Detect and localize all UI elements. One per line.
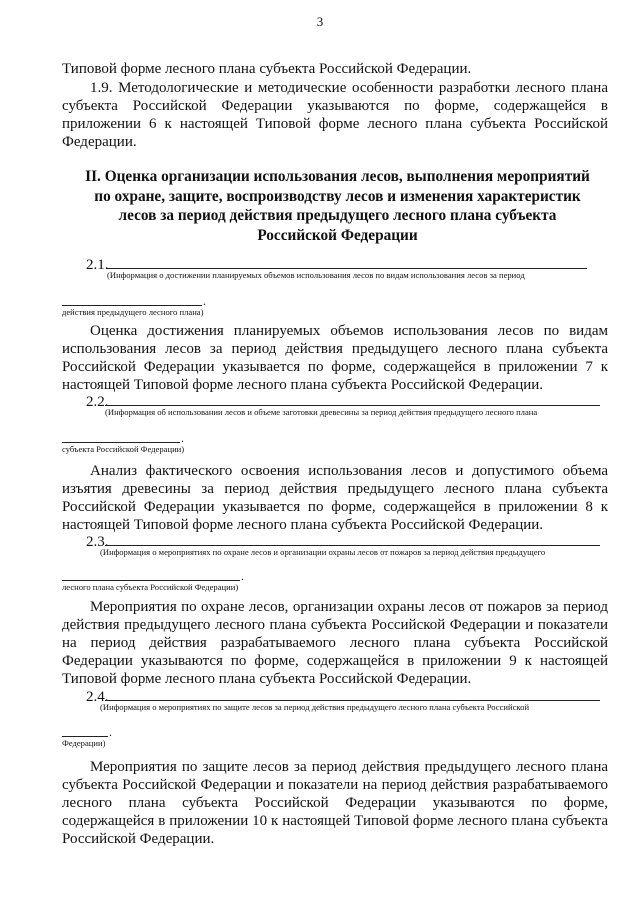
field-caption: Федерации) (62, 738, 106, 748)
item-text-2-4: Мероприятия по защите лесов за период действия предыдущего лесного плана субъекта Российской Федерации и показатели на период действия разрабатываемого лесного плана субъекта Российской Федерации указываются по форме, содержащейся в приложении 10 к настоящей Типовой форме лесного плана субъекта Российской Федерации. (62, 759, 608, 847)
fill-line (62, 442, 180, 443)
page-number: 3 (316, 14, 324, 29)
fill-line (105, 545, 600, 546)
field-caption: (Информация о мероприятиях по охране лесов и организации охраны лесов от пожаров за период действия предыдущего (100, 547, 546, 557)
paragraph-1-9: 1.9. Методологические и методические особенности разработки лесного плана субъекта Российской Федерации указываются по форме, содержащейся в приложении 6 к настоящей Типовой форме лесного плана субъекта Российской Федерации. (62, 80, 608, 150)
fill-line (62, 736, 108, 737)
fill-line (105, 700, 600, 701)
period-mark: . (241, 569, 244, 583)
period-mark: . (181, 431, 184, 445)
field-caption: (Информация об использовании лесов и объеме заготовки древесины за период действия предыдущего лесного плана (105, 407, 538, 417)
item-number-2-1: 2.1. (86, 257, 109, 273)
item-number-2-4: 2.4. (86, 689, 109, 705)
intro-continuation: Типовой форме лесного плана субъекта Российской Федерации. (62, 61, 472, 77)
fill-line (62, 580, 240, 581)
period-mark: . (109, 725, 112, 739)
item-number-2-3: 2.3. (86, 534, 109, 550)
item-number-2-2: 2.2. (86, 394, 109, 410)
field-caption: субъекта Российской Федерации) (62, 444, 185, 454)
field-caption: действия предыдущего лесного плана) (62, 307, 204, 317)
period-mark: . (203, 294, 206, 308)
item-text-2-2: Анализ фактического освоения использования лесов и допустимого объема изъятия древесины за период действия предыдущего лесного плана субъекта Российской Федерации указывается по форме, содержащейся в приложении 8 к настоящей Типовой форме лесного плана субъекта Российской Федерации. (62, 463, 608, 533)
fill-line (105, 405, 600, 406)
field-caption: лесного плана субъекта Российской Федерации) (62, 582, 239, 592)
item-text-2-3: Мероприятия по охране лесов, организации охраны лесов от пожаров за период действия предыдущего лесного плана субъекта Российской Федерации и показатели на период действия разрабатываемого лесного плана субъекта Российской Федерации указываются по форме, содержащейся в приложении 9 к настоящей Типовой форме лесного плана субъекта Российской Федерации. (62, 599, 608, 687)
field-caption: (Информация о мероприятиях по защите лесов за период действия предыдущего лесного плана субъекта Российской (100, 702, 530, 712)
item-text-2-1: Оценка достижения планируемых объемов использования лесов по видам использования лесов за период действия предыдущего лесного плана субъекта Российской Федерации указывается по форме, содержащейся в приложении 7 к настоящей Типовой форме лесного плана субъекта Российской Федерации. (62, 323, 608, 393)
section-heading: II. Оценка организации использования лесов, выполнения мероприятий по охране, защите, воспроизводству лесов и изменения характеристик лесов за период действия предыдущего лесного плана субъекта Российской Федерации (85, 168, 590, 244)
fill-line (62, 305, 202, 306)
fill-line (107, 268, 587, 269)
field-caption: (Информация о достижении планируемых объемов использования лесов по видам использования лесов за период (107, 270, 525, 280)
